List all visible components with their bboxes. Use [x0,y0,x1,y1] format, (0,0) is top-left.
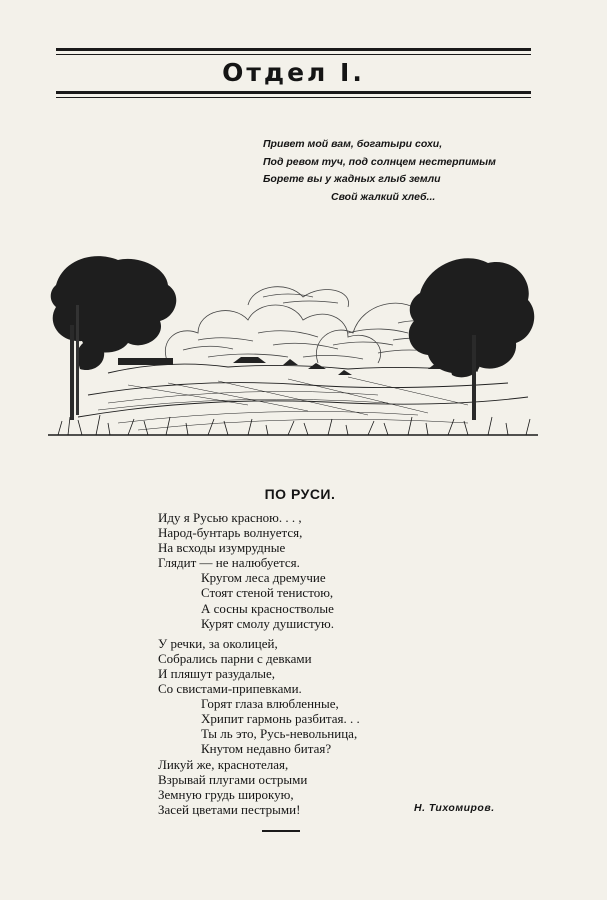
poem-line: Взрывай плугами острыми [158,771,308,787]
epigraph-line: Свой жалкий хлеб... [331,190,436,203]
poem-line: Засей цветами пестрыми! [158,801,301,817]
foreground-grass [48,415,538,435]
village [118,357,448,375]
poem-line: Ликуй же, краснотелая, [158,756,289,772]
poem-line: Глядит — не налюбуется. [158,555,300,571]
poem-line: Стоят стеной тенистою, [201,585,334,601]
poem-body [158,510,360,817]
poem-line: Народ-бунтарь волнуется, [158,525,303,541]
poem-line: На всходы изумрудные [158,540,286,556]
epigraph-line: Привет мой вам, богатыри сохи, [263,138,443,150]
landscape-illustration [48,245,538,437]
poem-line: Горят глаза влюбленные, [201,696,339,712]
left-tree [51,256,177,420]
poem-line: Ты ль это, Русь-невольница, [201,726,358,742]
poem-line: Со свистами-припевками. [158,681,302,697]
poem-line: И пляшут разудалые, [158,665,276,681]
header-rule-top-thin [56,54,531,55]
poem-line: Кругом леса дремучие [201,570,326,586]
poem-line: Собрались парни с девками [158,650,312,666]
end-rule [262,830,300,832]
epigraph-line: Под ревом туч, под солнцем нестерпимым [263,155,496,168]
header-rule-bottom-thin [56,97,531,98]
header-rule-top-thick [56,48,531,51]
poem-title: ПО РУСИ. [264,486,336,502]
poem-line: У речки, за околицей, [158,635,278,651]
poem-line: Хрипит гармонь разбитая. . . [201,711,360,727]
poem-line: Земную грудь широкую, [158,786,294,802]
poem-line: А сосны красностволые [201,600,334,616]
section-title: Отдел I. [222,58,365,87]
poem-author: Н. Тихомиров. [414,802,495,814]
header-rule-bottom-thick [56,91,531,94]
poem-line: Иду я Русью красною. . . , [158,510,302,525]
poem-line: Кнутом недавно битая? [201,741,332,757]
epigraph-line: Борете вы у жадных глыб земли [263,173,441,185]
poem-line: Курят смолу душистую. [201,615,334,631]
epigraph [263,136,553,206]
